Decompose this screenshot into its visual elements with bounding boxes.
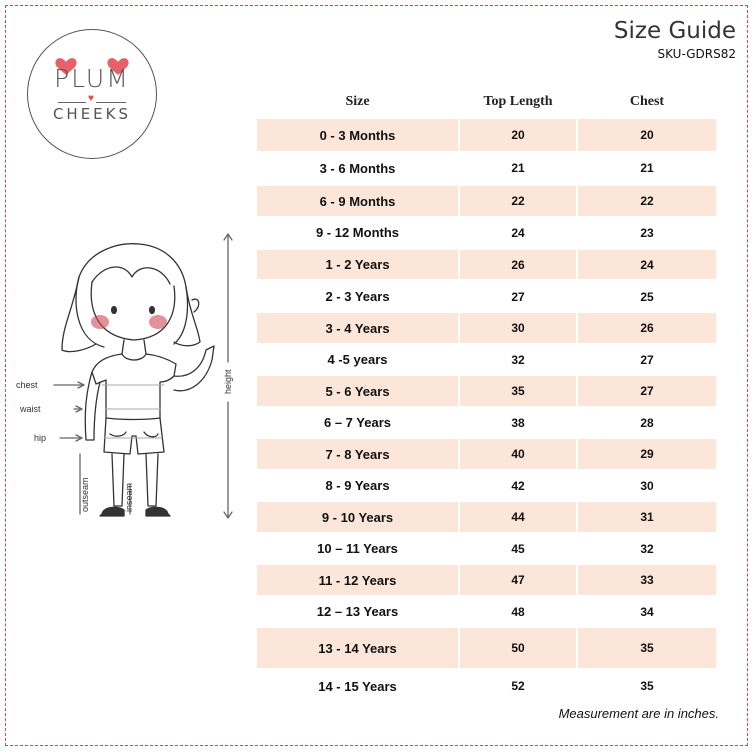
table-row	[257, 282, 716, 311]
size-cell: 14 - 15 Years	[318, 678, 397, 694]
waist-label: waist	[20, 404, 41, 414]
table-row	[257, 119, 716, 151]
inseam-label: inseam	[124, 482, 134, 512]
table-row	[257, 597, 716, 626]
top-length-cell: 32	[511, 352, 525, 367]
logo-word-plum: PLUM	[54, 64, 130, 93]
page-title: Size Guide	[613, 18, 736, 44]
size-cell: 3 - 6 Months	[319, 160, 396, 176]
table-row	[257, 628, 716, 668]
brand-logo	[27, 29, 157, 159]
chest-cell: 28	[640, 415, 654, 430]
chest-cell: 25	[640, 289, 654, 304]
logo-heart-icon: ♥	[88, 93, 94, 104]
hip-label: hip	[34, 433, 47, 443]
chest-label: chest	[16, 380, 38, 390]
table-row	[257, 502, 716, 532]
top-length-cell: 45	[511, 541, 525, 556]
table-row	[257, 345, 716, 374]
chest-cell: 31	[578, 502, 716, 532]
size-cell: 12 – 13 Years	[316, 604, 399, 619]
top-length-cell: 48	[511, 604, 525, 619]
chest-cell: 21	[640, 161, 654, 175]
table-row	[257, 534, 716, 563]
size-cell: 11 - 12 Years	[257, 565, 458, 595]
table-row	[257, 152, 716, 184]
top-length-cell: 47	[460, 565, 576, 595]
chest-cell: 35	[578, 628, 716, 668]
col-size-header: Size	[345, 94, 370, 109]
hair-outline	[76, 244, 188, 347]
chest-cell: 20	[578, 119, 716, 151]
table-row	[257, 565, 716, 595]
chest-cell: 27	[578, 376, 716, 406]
table-row	[257, 471, 716, 500]
size-cell: 3 - 4 Years	[257, 313, 458, 343]
top-length-cell: 40	[460, 439, 576, 469]
chest-cell: 23	[640, 225, 654, 240]
table-header	[257, 94, 716, 112]
child-measurement-figure	[14, 222, 254, 527]
top-length-cell: 27	[511, 289, 525, 304]
table-row	[257, 218, 716, 247]
size-cell: 0 - 3 Months	[257, 119, 458, 151]
top-length-cell: 26	[460, 250, 576, 279]
table-row	[257, 670, 716, 702]
table-row	[257, 408, 716, 437]
measurement-note: Measurement are in inches.	[558, 706, 719, 721]
outseam-label: outseam	[80, 477, 90, 512]
col-top-length-header: Top Length	[483, 94, 553, 109]
size-cell: 10 – 11 Years	[317, 541, 398, 556]
height-label: height	[223, 369, 233, 394]
size-cell: 2 - 3 Years	[325, 289, 390, 304]
top-length-cell: 44	[460, 502, 576, 532]
top-length-cell: 24	[511, 225, 525, 240]
chest-cell: 24	[578, 250, 716, 279]
chest-cell: 34	[640, 604, 654, 619]
top-length-cell: 52	[511, 679, 525, 693]
top-length-cell: 22	[460, 186, 576, 216]
chest-cell: 26	[578, 313, 716, 343]
table-row	[257, 250, 716, 279]
top-length-cell: 21	[511, 161, 525, 175]
chest-cell: 29	[578, 439, 716, 469]
cheeks-icon	[91, 315, 167, 329]
table-row	[257, 376, 716, 406]
top-length-cell: 50	[460, 628, 576, 668]
shirt-outline	[92, 354, 176, 420]
chest-cell: 22	[578, 186, 716, 216]
size-cell: 5 - 6 Years	[257, 376, 458, 406]
size-cell: 8 - 9 Years	[325, 478, 390, 493]
size-cell: 7 - 8 Years	[257, 439, 458, 469]
size-cell: 4 -5 years	[327, 352, 388, 367]
sku-code: SKU-GDRS82	[657, 47, 736, 61]
logo-word-cheeks: CHEEKS	[52, 105, 132, 123]
chest-cell: 33	[578, 565, 716, 595]
size-cell: 13 - 14 Years	[257, 628, 458, 668]
top-length-cell: 42	[511, 478, 525, 493]
chest-cell: 32	[640, 541, 654, 556]
size-cell: 6 – 7 Years	[324, 415, 391, 430]
top-length-cell: 30	[460, 313, 576, 343]
size-cell: 9 - 10 Years	[257, 502, 458, 532]
table-row	[257, 313, 716, 343]
col-chest-header: Chest	[629, 94, 665, 109]
table-row	[257, 439, 716, 469]
table-row	[257, 186, 716, 216]
face-outline	[91, 282, 175, 340]
chest-cell: 30	[640, 478, 654, 493]
size-cell: 1 - 2 Years	[257, 250, 458, 279]
size-cell: 9 - 12 Months	[315, 225, 400, 240]
top-length-cell: 35	[460, 376, 576, 406]
size-cell: 6 - 9 Months	[257, 186, 458, 216]
chest-cell: 27	[640, 352, 654, 367]
top-length-cell: 38	[511, 415, 525, 430]
chest-cell: 35	[640, 679, 654, 693]
top-length-cell: 20	[460, 119, 576, 151]
